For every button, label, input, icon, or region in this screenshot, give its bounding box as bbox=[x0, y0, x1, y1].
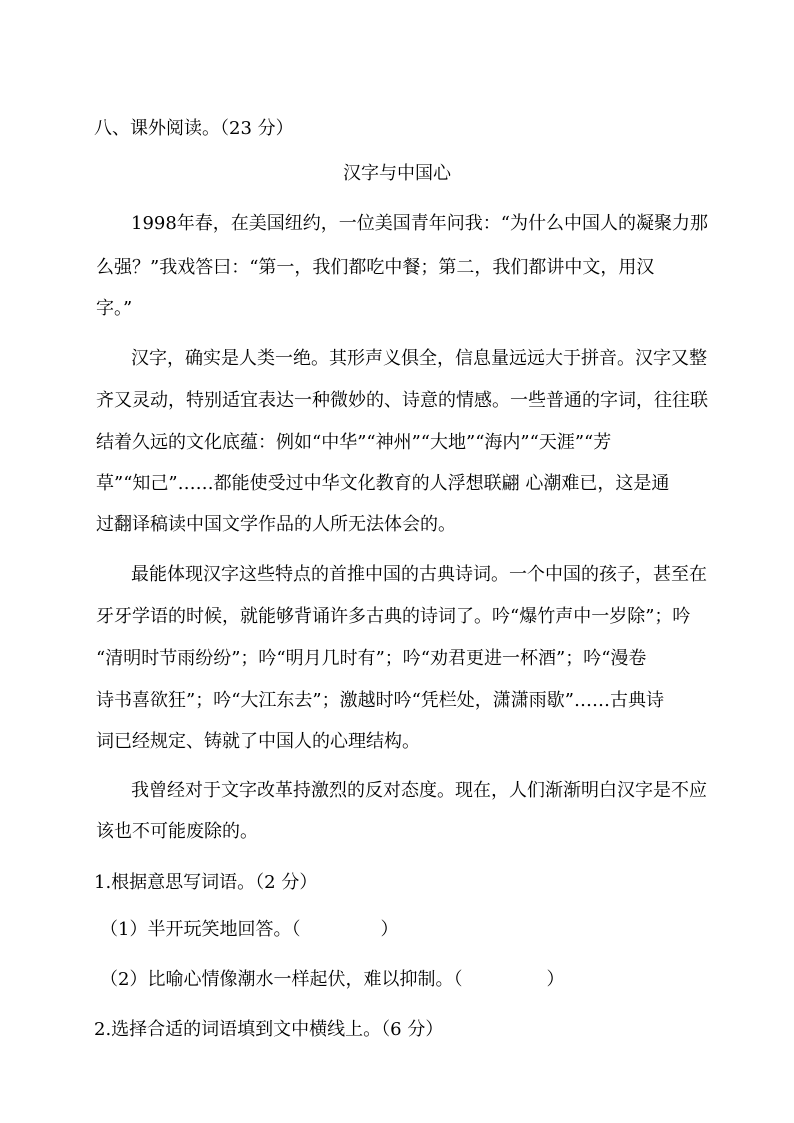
sub-question-text: （1）半开玩笑地回答。（ bbox=[100, 919, 301, 940]
paragraph-line: 草”“知己”……都能使受过中华文化教育的人浮想联翩 心潮难已，这是通 bbox=[96, 473, 670, 494]
passage-title: 汉字与中国心 bbox=[343, 163, 451, 184]
paragraph-line: 诗书喜欲狂”；吟“大江东去”；激越时吟“凭栏处，潇潇雨歇”……古典诗 bbox=[96, 690, 665, 711]
paragraph-line: 字。” bbox=[96, 298, 133, 319]
paragraph-line: “清明时节雨纷纷”；吟“明月几时有”；吟“劝君更进一杯酒”；吟“漫卷 bbox=[96, 648, 647, 669]
paragraph-line: 结着久远的文化底蕴：例如“中华”“神州”“大地”“海内”“天涯”“芳 bbox=[96, 432, 612, 453]
closing-paren: ） bbox=[380, 919, 399, 940]
question-2-prompt: 2.选择合适的词语填到文中横线上。（6 分） bbox=[94, 1019, 444, 1040]
paragraph-line: 该也不可能废除的。 bbox=[96, 821, 258, 842]
question-1-prompt: 1.根据意思写词语。（2 分） bbox=[94, 872, 318, 893]
question-1-sub-2 bbox=[100, 968, 564, 992]
section-heading: 八、课外阅读。（23 分） bbox=[94, 118, 294, 139]
sub-question-text: （2）比喻心情像潮水一样起伏，难以抑制。（ bbox=[100, 969, 463, 990]
paragraph-line: 汉字，确实是人类一绝。其形声义俱全，信息量远远大于拼音。汉字又整 bbox=[131, 348, 707, 369]
paragraph-line: 最能体现汉字这些特点的首推中国的古典诗词。一个中国的孩子，甚至在 bbox=[131, 564, 707, 585]
paragraph-line: 过翻译稿读中国文学作品的人所无法体会的。 bbox=[96, 514, 456, 535]
paragraph-line: 我曾经对于文字改革持激烈的反对态度。现在，人们渐渐明白汉字是不应 bbox=[131, 780, 707, 801]
paragraph-line: 么强？”我戏答曰：“第一，我们都吃中餐；第二，我们都讲中文，用汉 bbox=[96, 257, 655, 278]
paragraph-line: 牙牙学语的时候，就能够背诵许多古典的诗词了。吟“爆竹声中一岁除”；吟 bbox=[96, 606, 691, 627]
question-1-sub-1 bbox=[100, 918, 398, 942]
closing-paren: ） bbox=[546, 969, 565, 990]
paragraph-line: 1998年春，在美国纽约，一位美国青年问我：“为什么中国人的凝聚力那 bbox=[131, 213, 709, 234]
paragraph-line: 词已经规定、铸就了中国人的心理结构。 bbox=[96, 731, 420, 752]
paragraph-line: 齐又灵动，特别适宜表达一种微妙的、诗意的情感。一些普通的字词，往往联 bbox=[96, 390, 708, 411]
